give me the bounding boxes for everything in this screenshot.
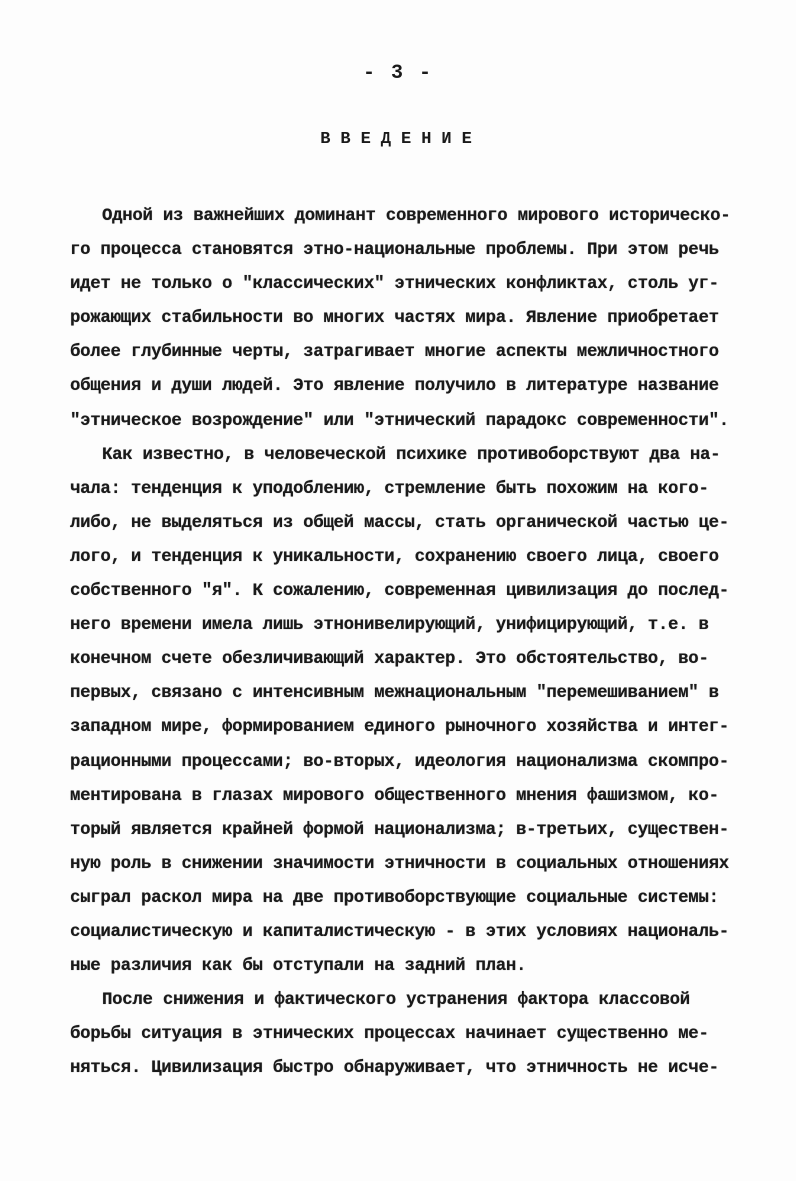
- text-line: рационными процессами; во-вторых, идеология национализма скомпро-: [70, 752, 729, 772]
- text-line: Как известно, в человеческой психике противоборствуют два на-: [102, 445, 721, 465]
- paragraph-2: [70, 439, 760, 985]
- text-line: общения и души людей. Это явление получило в литературе название: [70, 377, 719, 397]
- text-line: После снижения и фактического устранения фактора классовой: [102, 991, 690, 1011]
- text-line: няться. Цивилизация быстро обнаруживает, что этничность не исче-: [70, 1059, 719, 1079]
- text-line: ную роль в снижении значимости этничности в социальных отношениях: [70, 854, 729, 874]
- text-line: сыграл раскол мира на две противоборствующие социальные системы:: [70, 888, 719, 908]
- text-line: ментирована в глазах мирового общественного мнения фашизмом, ко-: [70, 786, 719, 806]
- paragraph-3: [70, 984, 760, 1086]
- text-line: либо, не выделяться из общей массы, стать органической частью це-: [70, 513, 729, 533]
- text-line: Одной из важнейших доминант современного мирового историческо-: [102, 207, 731, 226]
- text-line: го процесса становятся этно-национальные проблемы. При этом речь: [70, 241, 719, 261]
- text-line: "этническое возрождение" или "этнический парадокс современности".: [70, 411, 729, 431]
- paragraph-1: [70, 200, 760, 439]
- page-number: - 3 -: [362, 62, 433, 85]
- text-line: первых, связано с интенсивным межнациональным "перемешиванием" в: [70, 684, 719, 704]
- text-line: собственного "я". К сожалению, современная цивилизация до послед-: [70, 582, 729, 602]
- text-line: более глубинные черты, затрагивает многие аспекты межличностного: [70, 343, 719, 363]
- text-line: него времени имела лишь этнонивелирующий, унифицирующий, т.е. в: [70, 616, 709, 636]
- text-line: лого, и тенденция к уникальности, сохранению своего лица, своего: [70, 547, 719, 567]
- text-line: ные различия как бы отступали на задний план.: [70, 957, 527, 977]
- text-line: идет не только о "классических" этнических конфликтах, столь уг-: [70, 275, 719, 295]
- text-line: социалистическую и капиталистическую - в этих условиях националь-: [70, 922, 729, 942]
- text-line: западном мире, формированием единого рыночного хозяйства и интег-: [70, 718, 729, 738]
- text-line: торый является крайней формой национализма; в-третьих, существен-: [70, 820, 729, 840]
- text-line: конечном счете обезличивающий характер. Это обстоятельство, во-: [70, 650, 709, 670]
- text-line: чала: тенденция к уподоблению, стремление быть похожим на кого-: [70, 479, 709, 499]
- section-title: ВВЕДЕНИЕ: [320, 130, 482, 149]
- text-line: борьбы ситуация в этнических процессах начинает существенно ме-: [70, 1025, 709, 1045]
- document-body: [70, 200, 760, 1086]
- text-line: рожающих стабильности во многих частях мира. Явление приобретает: [70, 309, 719, 329]
